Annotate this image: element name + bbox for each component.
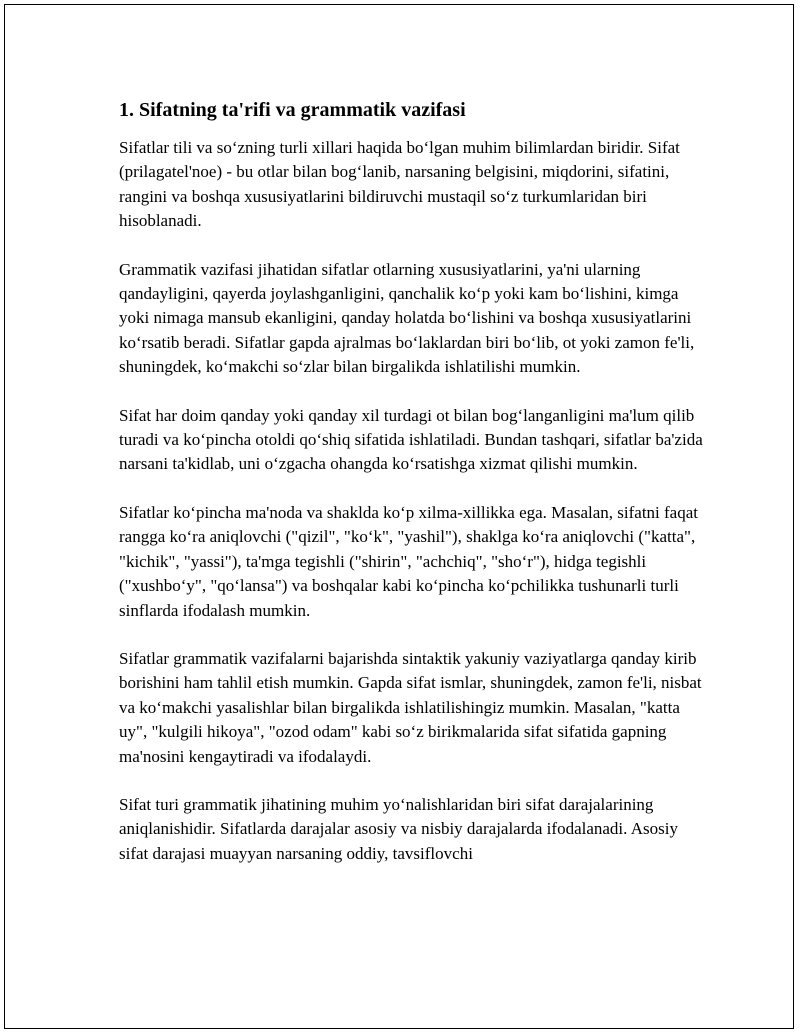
paragraph-3: Sifat har doim qanday yoki qanday xil turdagi ot bilan bog‘langanligini ma'lum qilib turadi va ko‘pincha otoldi qo‘shiq sifatida ishlatiladi. Bundan tashqari, sifatlar ba'zida narsani ta'kidlab, uni o‘zgacha ohangda ko‘rsatishga xizmat qilishi mumkin.	[119, 405, 703, 474]
paragraph-6: Sifat turi grammatik jihatining muhim yo‘nalishlaridan biri sifat darajalarining aniqlanishidir. Sifatlarda darajalar asosiy va nisbiy darajalarda ifodalanadi. Asosiy sifat darajasi muayyan narsaning oddiy, tavsiflovchi	[119, 794, 678, 863]
paragraph-4: Sifatlar ko‘pincha ma'noda va shaklda ko‘p xilma-xillikka ega. Masalan, sifatni faqat rangga ko‘ra aniqlovchi ("qizil", "ko‘k", "yashil"), shaklga ko‘ra aniqlovchi ("katta", "kichik", "yassi"), ta'mga tegishli ("shirin", "achchiq", "sho‘r"), hidga tegishli ("xushbo‘y", "qo‘lansa") va boshqalar kabi ko‘pincha ko‘pchilikka tushunarli turli sinflarda ifodalash mumkin.	[119, 502, 698, 620]
document-page	[4, 4, 794, 1029]
paragraph-1: Sifatlar tili va so‘zning turli xillari haqida bo‘lgan muhim bilimlardan biridir. Sifat (prilagatel'noe) - bu otlar bilan bog‘lanib, narsaning belgisini, miqdorini, sifatini, rangini va boshqa xususiyatlarini bildiruvchi mustaqil so‘z turkumlaridan biri hisoblanadi.	[119, 138, 680, 231]
paragraph-2: Grammatik vazifasi jihatidan sifatlar otlarning xususiyatlarini, ya'ni ularning qandayligini, qayerda joylashganligini, qanchalik ko‘p yoki kam bo‘lishini, kimga yoki nimaga mansub ekanligini, qanday holatda bo‘lishini va boshqa xususiyatlarini ko‘rsatib beradi. Sifatlar gapda ajralmas bo‘laklardan biri bo‘lib, ot yoki zamon fe'li, shuningdek, ko‘makchi so‘zlar bilan birgalikda ishlatilishi mumkin.	[119, 259, 695, 377]
document-body	[119, 98, 709, 890]
section-heading: 1. Sifatning ta'rifi va grammatik vazifasi	[119, 99, 466, 121]
paragraph-5: Sifatlar grammatik vazifalarni bajarishda sintaktik yakuniy vaziyatlarga qanday kirib borishini ham tahlil etish mumkin. Gapda sifat ismlar, shuningdek, zamon fe'li, nisbat va ko‘makchi yasalishlar bilan birgalikda ishlatilishingiz mumkin. Masalan, "katta uy", "kulgili hikoya", "ozod odam" kabi so‘z birikmalarida sifat sifatida gapning ma'nosini kengaytiradi va ifodalaydi.	[119, 648, 702, 766]
